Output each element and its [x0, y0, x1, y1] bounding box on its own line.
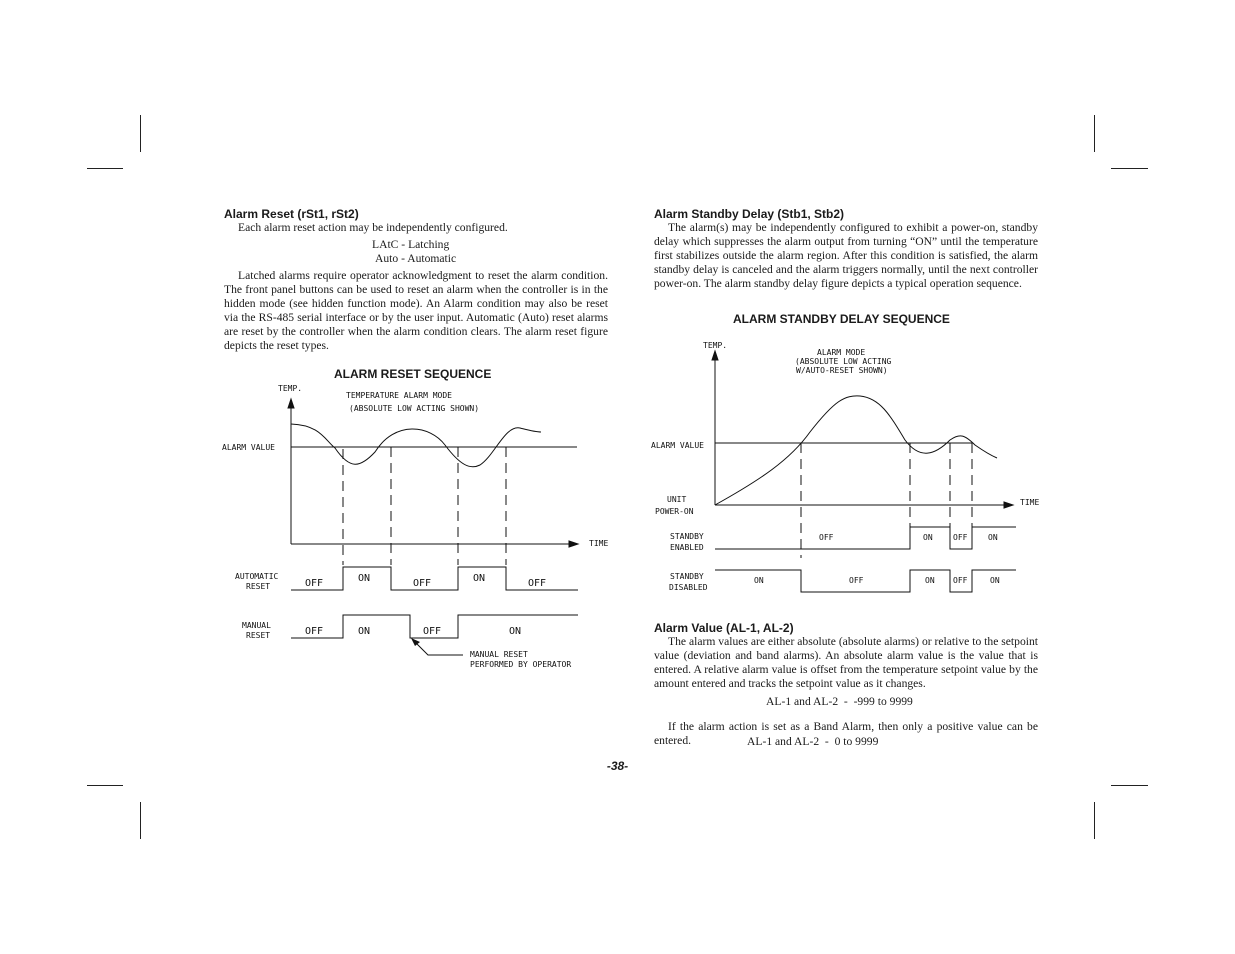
state-label: ON: [754, 576, 764, 585]
standby-disabled-label: STANDBY: [670, 572, 704, 581]
state-label: OFF: [305, 578, 324, 589]
page-number: -38-: [606, 759, 629, 773]
standby-enabled-label: STANDBY: [670, 532, 704, 541]
automatic-reset-label: RESET: [246, 582, 271, 591]
standby-delay-body: The alarm(s) may be independently configured to exhibit a power-on, standby delay which suppresses the alarm output from turning “ON” until the temperature first stabilizes outside the alarm region. After this condition is satisfied, the alarm standby delay is canceled and the alarm triggers normally, until the next controller power-on. The alarm standby delay figure depicts a typical operation sequence.: [654, 221, 1038, 290]
state-label: ON: [509, 626, 522, 637]
mode-label: W/AUTO-RESET SHOWN): [796, 366, 888, 375]
alarm-value-label: ALARM VALUE: [222, 443, 275, 452]
state-label: OFF: [413, 578, 432, 589]
automatic-option: Auto - Automatic: [375, 252, 457, 265]
latching-option: LAtC - Latching: [372, 238, 450, 251]
state-label: ON: [358, 626, 371, 637]
band-alarm-note: If the alarm action is set as a Band Alarm, then only a positive value can be entered.: [654, 720, 1038, 747]
state-label: OFF: [849, 576, 864, 585]
state-label: OFF: [953, 533, 968, 542]
mode-label: (ABSOLUTE LOW ACTING: [795, 357, 892, 366]
state-label: OFF: [953, 576, 968, 585]
alarm-value-heading: Alarm Value (AL-1, AL-2): [654, 621, 794, 635]
band-alarm-range: AL-1 and AL-2 - 0 to 9999: [747, 735, 879, 748]
state-label: ON: [473, 573, 486, 584]
automatic-reset-label: AUTOMATIC: [235, 572, 279, 581]
alarm-reset-heading: Alarm Reset (rSt1, rSt2): [224, 207, 359, 221]
standby-delay-heading: Alarm Standby Delay (Stb1, Stb2): [654, 207, 845, 221]
state-label: ON: [925, 576, 935, 585]
state-label: ON: [358, 573, 371, 584]
alarm-reset-figure-title: ALARM RESET SEQUENCE: [334, 367, 492, 381]
alarm-reset-body: Latched alarms require operator acknowledgment to reset the alarm condition. The front panel buttons can be used to reset an alarm when the controller is in the hidden mode (see hidden function mode). An Alarm condition may also be reset via the RS-485 serial interface or by the user input. Automatic (Auto) reset alarms are reset by the controller when the alarm condition clears. The alarm reset figure depicts the reset types.: [224, 269, 608, 352]
standby-delay-figure-title: ALARM STANDBY DELAY SEQUENCE: [733, 312, 950, 326]
state-label: ON: [988, 533, 998, 542]
standby-enabled-label: ENABLED: [670, 543, 704, 552]
state-label: ON: [990, 576, 1000, 585]
alarm-reset-intro: Each alarm reset action may be independently configured.: [238, 221, 508, 234]
time-axis-label: TIME: [589, 539, 609, 548]
mode-label: TEMPERATURE ALARM MODE: [346, 391, 452, 400]
alarm-value-range: AL-1 and AL-2 - -999 to 9999: [766, 695, 913, 708]
manual-reset-label: RESET: [246, 631, 271, 640]
state-label: OFF: [305, 626, 324, 637]
power-on-label: POWER-ON: [655, 507, 694, 516]
state-label: OFF: [528, 578, 547, 589]
state-label: ON: [923, 533, 933, 542]
power-on-label: UNIT: [667, 495, 687, 504]
time-axis-label: TIME: [1020, 498, 1040, 507]
state-label: OFF: [819, 533, 834, 542]
temp-axis-label: TEMP.: [703, 341, 728, 350]
annotation-label: MANUAL RESET: [470, 650, 528, 659]
state-label: OFF: [423, 626, 442, 637]
annotation-label: PERFORMED BY OPERATOR: [470, 660, 572, 669]
mode-label: (ABSOLUTE LOW ACTING SHOWN): [349, 404, 480, 413]
standby-disabled-label: DISABLED: [669, 583, 708, 592]
alarm-value-body: The alarm values are either absolute (absolute alarms) or relative to the setpoint value (deviation and band alarms). An absolute alarm value is the value that is entered. A relative alarm value is offset from the temperature setpoint value by the amount entered and tracks the setpoint value as it changes.: [654, 635, 1038, 690]
alarm-value-label: ALARM VALUE: [651, 441, 704, 450]
temp-axis-label: TEMP.: [278, 384, 303, 393]
manual-reset-label: MANUAL: [242, 621, 271, 630]
mode-label: ALARM MODE: [817, 348, 866, 357]
